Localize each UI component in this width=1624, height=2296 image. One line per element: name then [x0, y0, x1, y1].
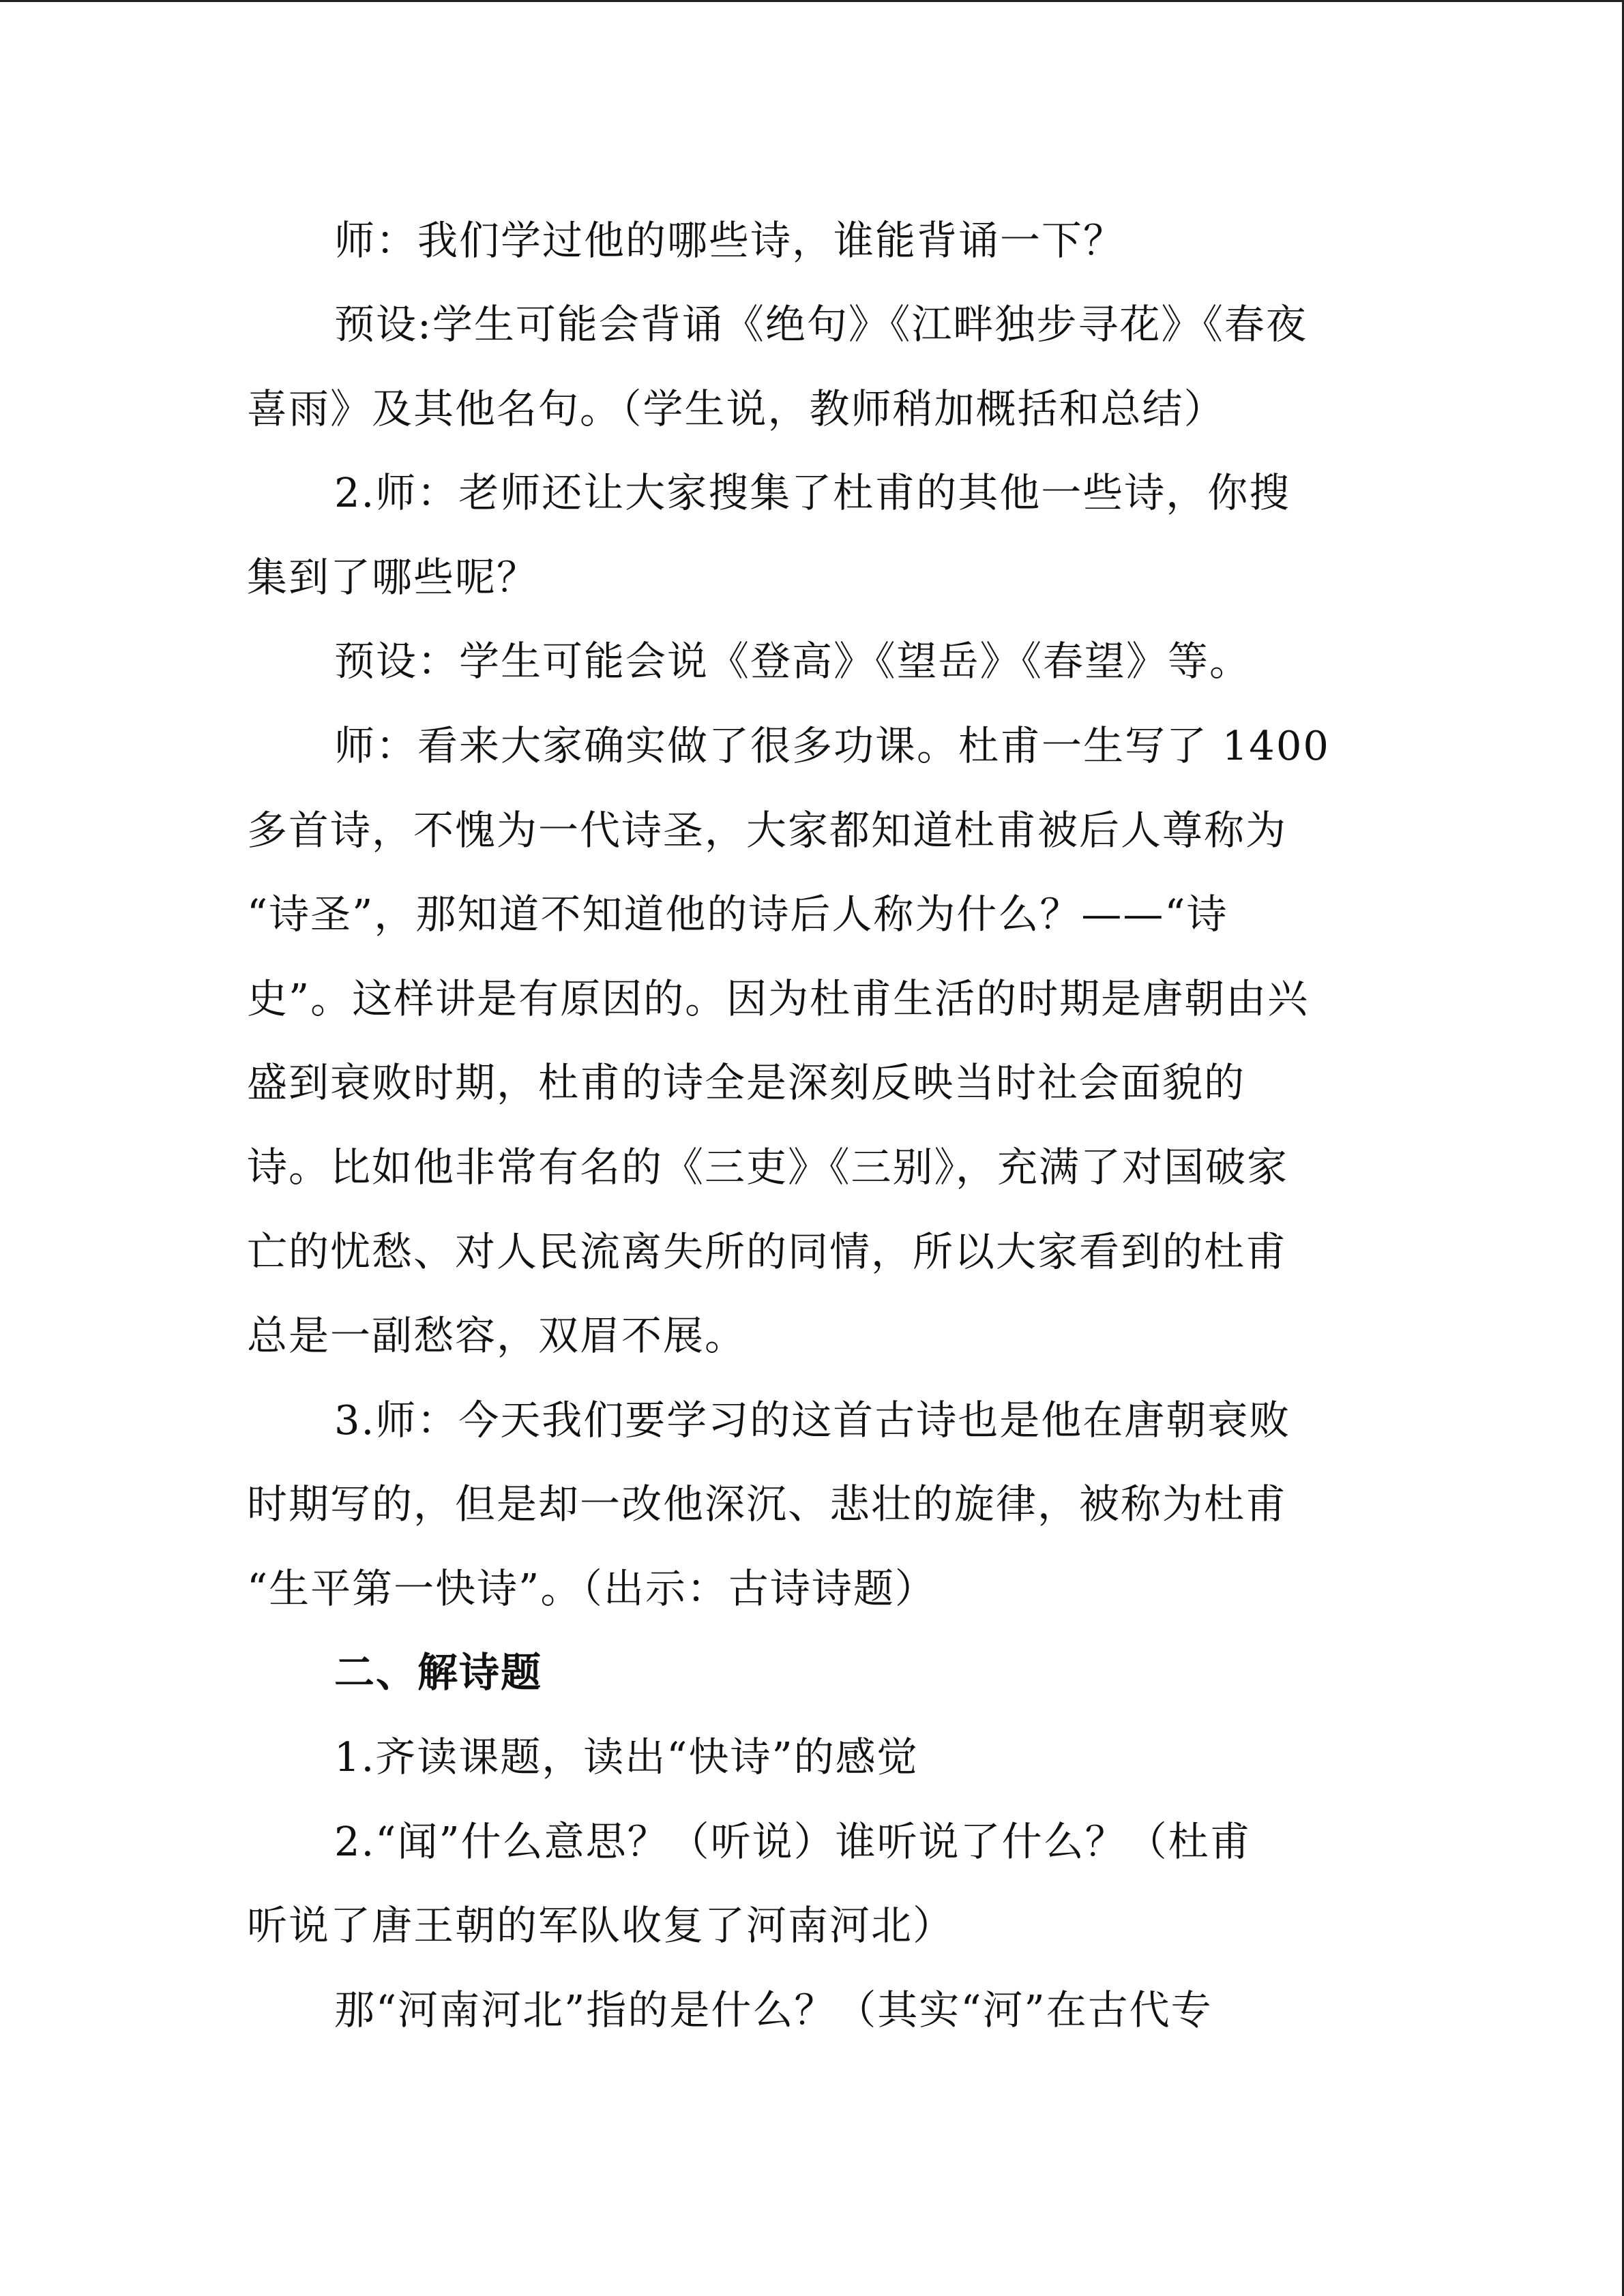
paragraph-line: 史”。这样讲是有原因的。因为杜甫生活的时期是唐朝由兴: [247, 975, 1310, 1022]
paragraph-line: 多首诗，不愧为一代诗圣，大家都知道杜甫被后人尊称为: [247, 807, 1288, 854]
section-heading: 二、解诗题: [334, 1649, 543, 1696]
paragraph-line: 盛到衰败时期，杜甫的诗全是深刻反映当时社会面貌的: [247, 1059, 1246, 1106]
paragraph-line: 1.齐读课题，读出“快诗”的感觉: [334, 1733, 919, 1780]
paragraph-line: 2.师：老师还让大家搜集了杜甫的其他一些诗，你搜: [334, 469, 1291, 516]
paragraph-line: 亡的忧愁、对人民流离失所的同情，所以大家看到的杜甫: [247, 1228, 1288, 1275]
paragraph-line: 3.师：今天我们要学习的这首古诗也是他在唐朝衰败: [334, 1397, 1291, 1444]
paragraph-line: 总是一副愁容，双眉不展。: [247, 1312, 747, 1359]
paragraph-line: 那“河南河北”指的是什么？（其实“河”在古代专: [334, 1986, 1213, 2033]
paragraph-line: “生平第一快诗”。（出示：古诗诗题）: [247, 1565, 936, 1612]
paragraph-line: 时期写的，但是却一改他深沉、悲壮的旋律，被称为杜甫: [247, 1480, 1288, 1527]
paragraph-line: 听说了唐王朝的军队收复了河南河北）: [247, 1902, 955, 1949]
paragraph-line: 2.“闻”什么意思？（听说）谁听说了什么？（杜甫: [334, 1818, 1252, 1865]
paragraph-line: 预设：学生可能会说《登高》《望岳》《春望》等。: [334, 638, 1252, 685]
paragraph-line: 集到了哪些呢？: [247, 554, 539, 601]
paragraph-line: 喜雨》及其他名句。（学生说，教师稍加概括和总结）: [247, 385, 1226, 432]
paragraph-line: 师：看来大家确实做了很多功课。杜甫一生写了 1400: [334, 722, 1330, 769]
paragraph-line: 师：我们学过他的哪些诗，谁能背诵一下？: [334, 217, 1125, 264]
paragraph-line: 预设:学生可能会背诵《绝句》《江畔独步寻花》《春夜: [334, 301, 1308, 348]
paragraph-line: “诗圣”，那知道不知道他的诗后人称为什么？——“诗: [247, 891, 1228, 938]
paragraph-line: 诗。比如他非常有名的《三吏》《三别》，充满了对国破家: [247, 1144, 1289, 1191]
